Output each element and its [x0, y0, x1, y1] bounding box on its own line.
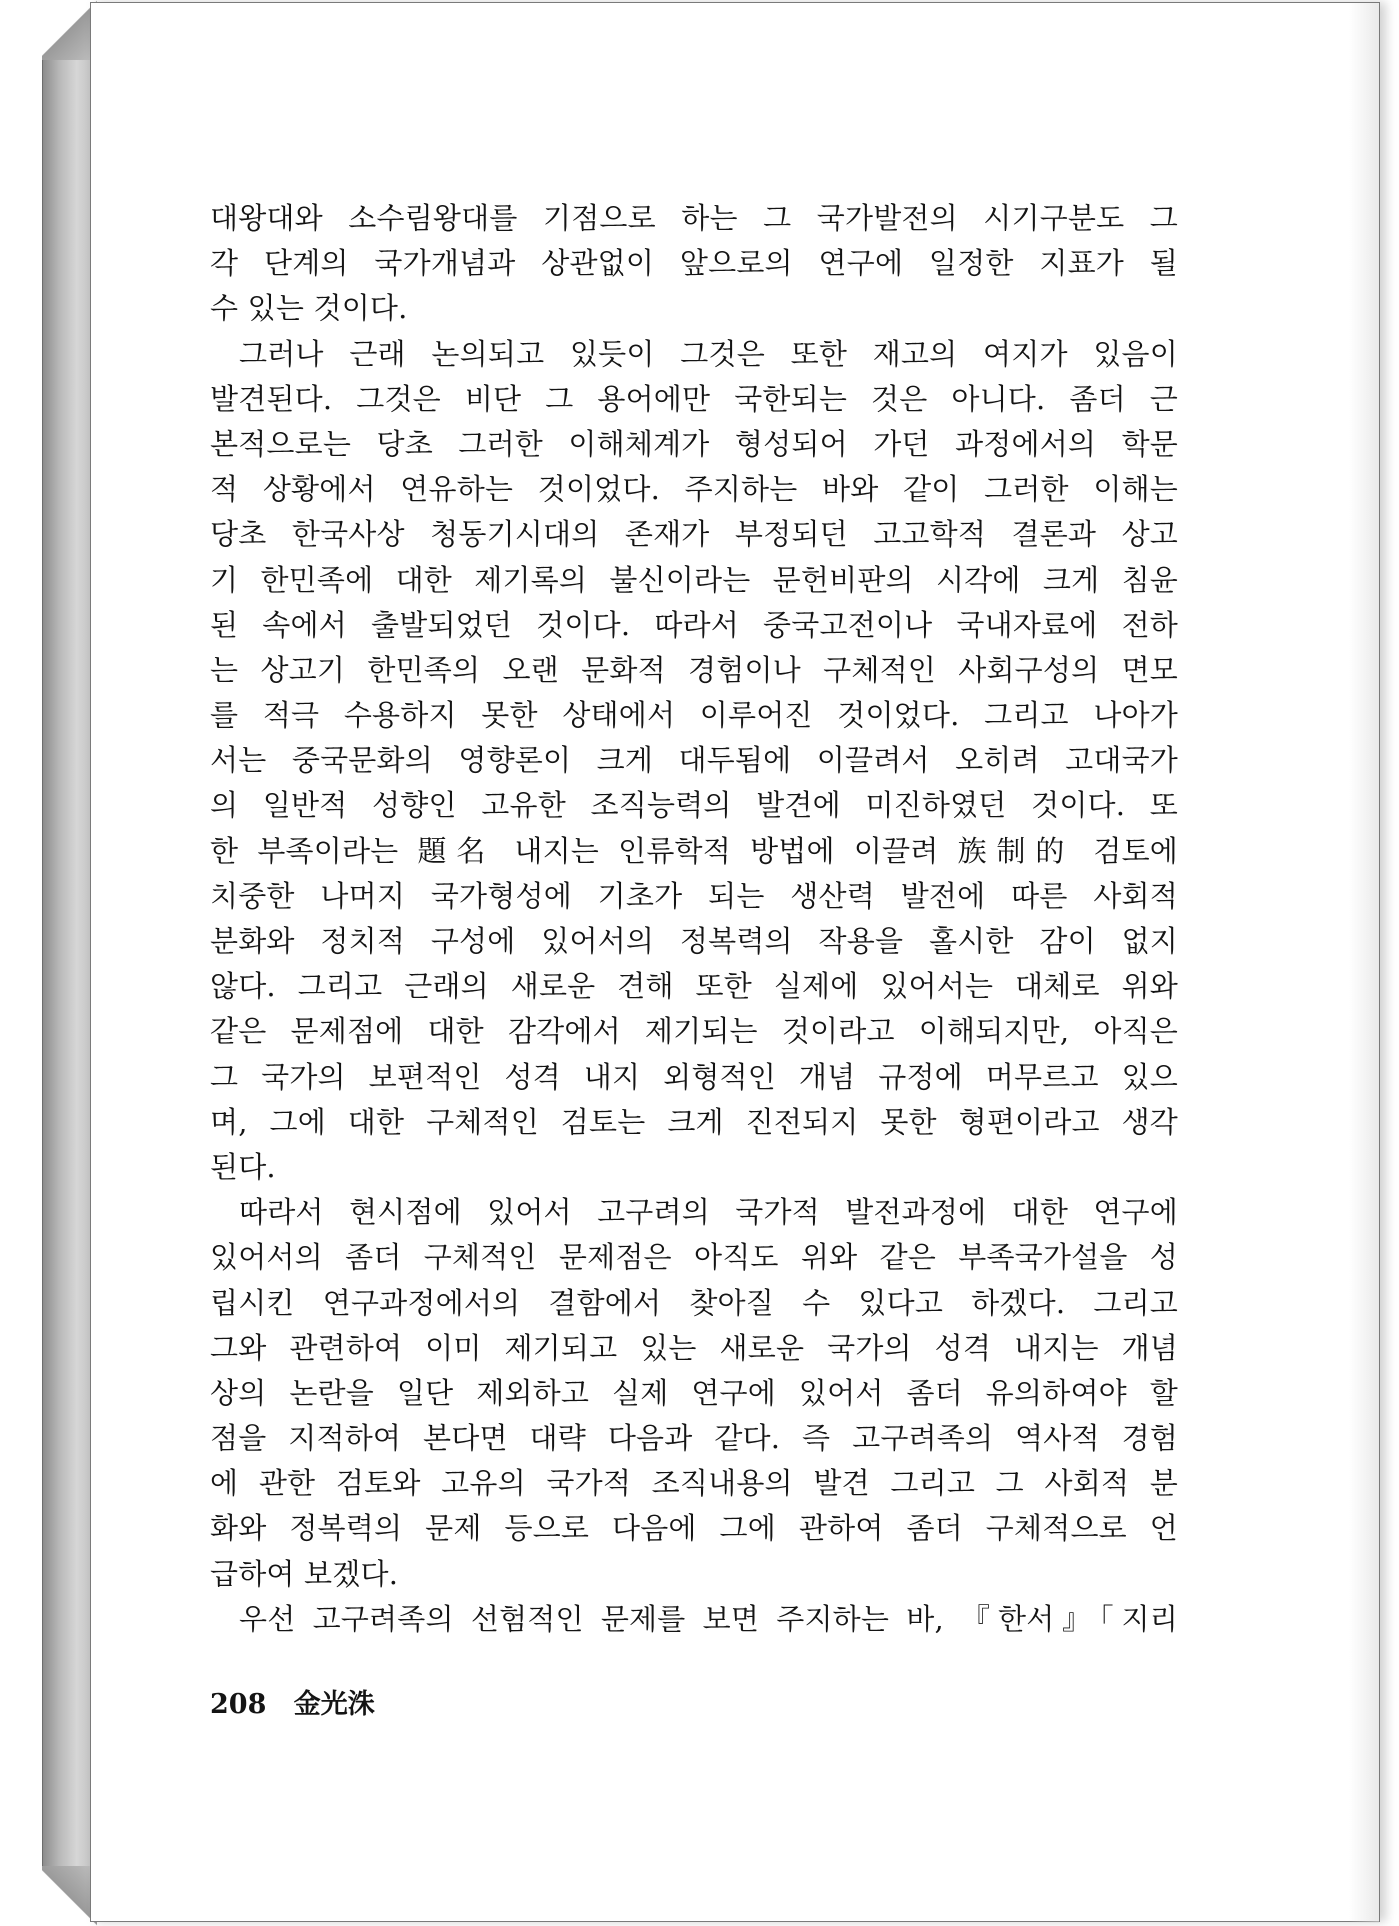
body-text: [210, 196, 1178, 1642]
text-line: 그 국가의 보편적인 성격 내지 외형적인 개념 규정에 머무르고 있으: [210, 1059, 1178, 1094]
text-line: 따라서 현시점에 있어서 고구려의 국가적 발전과정에 대한 연구에: [239, 1195, 1178, 1230]
text-line: 각 단계의 국가개념과 상관없이 앞으로의 연구에 일정한 지표가 될: [210, 246, 1178, 281]
text-line: 발견된다. 그것은 비단 그 용어에만 국한되는 것은 아니다. 좀더 근: [210, 381, 1178, 416]
text-line: 급하여 보겠다.: [210, 1556, 399, 1591]
text-line: 는 상고기 한민족의 오랜 문화적 경험이나 구체적인 사회구성의 면모: [210, 652, 1178, 687]
text-line: 점을 지적하여 본다면 대략 다음과 같다. 즉 고구려족의 역사적 경험: [210, 1421, 1178, 1456]
text-line: 를 적극 수용하지 못한 상태에서 이루어진 것이었다. 그리고 나아가: [210, 698, 1178, 733]
text-line: 된 속에서 출발되었던 것이다. 따라서 중국고전이나 국내자료에 전하: [210, 607, 1178, 642]
book-spine-bottom-corner: [42, 1866, 97, 1926]
page-footer: [210, 1682, 375, 1721]
text-line: 립시킨 연구과정에서의 결함에서 찾아질 수 있다고 하겠다. 그리고: [210, 1285, 1178, 1320]
text-line: 수 있는 것이다.: [210, 291, 408, 326]
text-line: 본적으로는 당초 그러한 이해체계가 형성되어 가던 과정에서의 학문: [210, 426, 1178, 461]
text-line: 한 부족이라는 題名 내지는 인류학적 방법에 이끌려 族制的 검토에: [210, 833, 1178, 868]
text-line: 의 일반적 성향인 고유한 조직능력의 발견에 미진하였던 것이다. 또: [210, 788, 1178, 823]
text-line: 에 관한 검토와 고유의 국가적 조직내용의 발견 그리고 그 사회적 분: [210, 1466, 1178, 1501]
text-line: 그러나 근래 논의되고 있듯이 그것은 또한 재고의 여지가 있음이: [239, 336, 1178, 371]
text-line: 있어서의 좀더 구체적인 문제점은 아직도 위와 같은 부족국가설을 성: [210, 1240, 1178, 1275]
text-line: 당초 한국사상 청동기시대의 존재가 부정되던 고고학적 결론과 상고: [210, 517, 1178, 552]
text-line: 분화와 정치적 구성에 있어서의 정복력의 작용을 홀시한 감이 없지: [210, 924, 1178, 958]
text-line: 우선 고구려족의 선험적인 문제를 보면 주지하는 바, 『한서』「지리: [239, 1601, 1178, 1636]
text-line: 그와 관련하여 이미 제기되고 있는 새로운 국가의 성격 내지는 개념: [210, 1330, 1178, 1365]
text-line: 서는 중국문화의 영향론이 크게 대두됨에 이끌려서 오히려 고대국가: [210, 743, 1178, 778]
text-line: 치중한 나머지 국가형성에 기초가 되는 생산력 발전에 따른 사회적: [210, 878, 1178, 913]
text-line: 상의 논란을 일단 제외하고 실제 연구에 있어서 좀더 유의하여야 할: [210, 1375, 1178, 1410]
text-line: 적 상황에서 연유하는 것이었다. 주지하는 바와 같이 그러한 이해는: [210, 472, 1178, 507]
running-author: 金光洙: [293, 1689, 375, 1720]
text-line: 대왕대와 소수림왕대를 기점으로 하는 그 국가발전의 시기구분도 그: [210, 201, 1178, 235]
page-number: 208: [210, 1689, 267, 1720]
text-line: 기 한민족에 대한 제기록의 불신이라는 문헌비판의 시각에 크게 침윤: [210, 562, 1178, 597]
page-edge-shade: [1349, 3, 1379, 1923]
book-spine-top-corner: [42, 0, 97, 60]
text-line: 않다. 그리고 근래의 새로운 견해 또한 실제에 있어서는 대체로 위와: [210, 969, 1178, 1004]
text-line: 된다.: [210, 1149, 276, 1184]
text-line: 화와 정복력의 문제 등으로 다음에 그에 관하여 좀더 구체적으로 언: [210, 1511, 1178, 1546]
text-line: 같은 문제점에 대한 감각에서 제기되는 것이라고 이해되지만, 아직은: [210, 1014, 1178, 1049]
text-line: 며, 그에 대한 구체적인 검토는 크게 진전되지 못한 형편이라고 생각: [210, 1104, 1178, 1139]
book-spine: [42, 4, 92, 1922]
